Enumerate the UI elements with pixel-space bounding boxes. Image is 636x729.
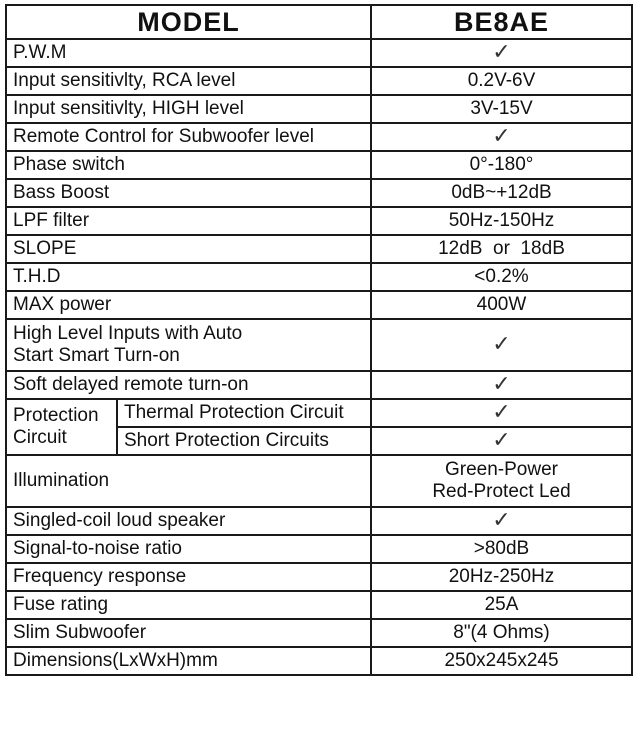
- row-label: Phase switch: [6, 151, 371, 179]
- table-row: [6, 67, 632, 95]
- row-value: >80dB: [371, 535, 632, 563]
- table-row: [6, 591, 632, 619]
- row-value: 12dB or 18dB: [371, 235, 632, 263]
- row-value: 400W: [371, 291, 632, 319]
- row-label: MAX power: [6, 291, 371, 319]
- row-value: Green-Power Red-Protect Led: [371, 455, 632, 507]
- check-icon: ✓: [371, 123, 632, 151]
- row-label: Slim Subwoofer: [6, 619, 371, 647]
- table-row: [6, 371, 632, 399]
- model-value: BE8AE: [371, 5, 632, 39]
- row-value: <0.2%: [371, 263, 632, 291]
- table-row: [6, 535, 632, 563]
- row-label: T.H.D: [6, 263, 371, 291]
- table-row: [6, 399, 632, 427]
- row-label: Frequency response: [6, 563, 371, 591]
- table-row: [6, 235, 632, 263]
- row-label: P.W.M: [6, 39, 371, 67]
- row-value: 3V-15V: [371, 95, 632, 123]
- spec-table: [5, 4, 633, 676]
- row-label: Fuse rating: [6, 591, 371, 619]
- check-icon: ✓: [371, 427, 632, 455]
- row-label: High Level Inputs with Auto Start Smart Turn-on: [6, 319, 371, 371]
- table-row: [6, 563, 632, 591]
- table-row: [6, 179, 632, 207]
- table-row: [6, 455, 632, 507]
- check-icon: ✓: [371, 507, 632, 535]
- table-row: [6, 507, 632, 535]
- row-label: Remote Control for Subwoofer level: [6, 123, 371, 151]
- row-label: Signal-to-noise ratio: [6, 535, 371, 563]
- row-label: LPF filter: [6, 207, 371, 235]
- table-row: [6, 39, 632, 67]
- table-row: [6, 647, 632, 675]
- table-row: [6, 207, 632, 235]
- row-value: 20Hz-250Hz: [371, 563, 632, 591]
- row-value: 0dB~+12dB: [371, 179, 632, 207]
- table-row: [6, 263, 632, 291]
- check-icon: ✓: [371, 399, 632, 427]
- row-label: Dimensions(LxWxH)mm: [6, 647, 371, 675]
- header-row: [6, 5, 632, 39]
- row-label: Input sensitivlty, RCA level: [6, 67, 371, 95]
- model-label: MODEL: [6, 5, 371, 39]
- table-row: [6, 151, 632, 179]
- row-value: 25A: [371, 591, 632, 619]
- table-row: [6, 319, 632, 371]
- check-icon: ✓: [371, 319, 632, 371]
- thermal-protection-label: Thermal Protection Circuit: [117, 399, 371, 427]
- table-row: [6, 619, 632, 647]
- row-label: Input sensitivlty, HIGH level: [6, 95, 371, 123]
- short-protection-label: Short Protection Circuits: [117, 427, 371, 455]
- row-value: 0.2V-6V: [371, 67, 632, 95]
- row-label: Illumination: [6, 455, 371, 507]
- table-row: [6, 95, 632, 123]
- row-label: Singled-coil loud speaker: [6, 507, 371, 535]
- check-icon: ✓: [371, 39, 632, 67]
- row-value: 250x245x245: [371, 647, 632, 675]
- check-icon: ✓: [371, 371, 632, 399]
- protection-group-label: Protection Circuit: [6, 399, 117, 455]
- row-value: 8"(4 Ohms): [371, 619, 632, 647]
- table-row: [6, 291, 632, 319]
- row-value: 0°-180°: [371, 151, 632, 179]
- row-label: Soft delayed remote turn-on: [6, 371, 371, 399]
- row-value: 50Hz-150Hz: [371, 207, 632, 235]
- table-row: [6, 123, 632, 151]
- row-label: SLOPE: [6, 235, 371, 263]
- row-label: Bass Boost: [6, 179, 371, 207]
